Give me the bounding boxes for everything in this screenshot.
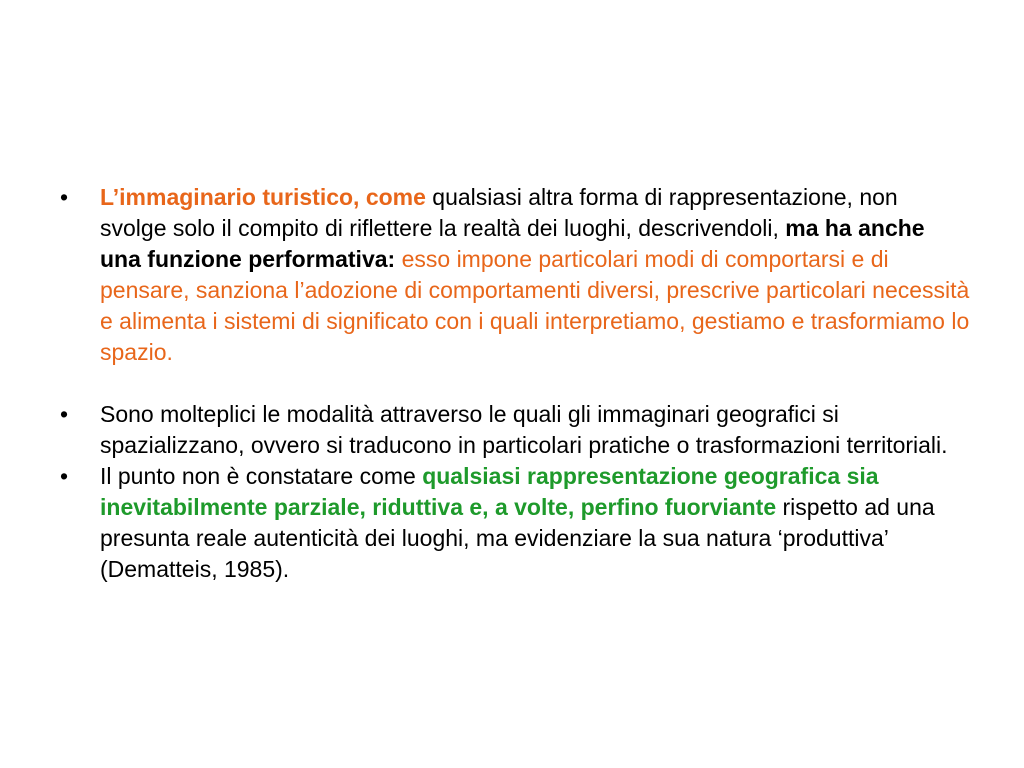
body-text: Sono molteplici le modalità attraverso le quali gli immaginari geografici si spazializzano, ovvero si traducono in particolari pratiche o trasformazioni territoriali. [100, 401, 948, 458]
bullet-item-punto [60, 461, 970, 585]
bullet-icon: • [60, 184, 69, 210]
bullet-item-immaginario-turistico [60, 182, 970, 368]
bullet-icon: • [60, 463, 69, 489]
highlight-bold: ma ha anche una funzione performativa: [100, 215, 925, 272]
highlight-orange-bold: L’immaginario turistico, come [100, 184, 426, 210]
bullet-list [60, 182, 970, 585]
bullet-item-modalita [60, 399, 970, 461]
bullet-icon: • [60, 401, 69, 427]
body-text: qualsiasi altra forma di rappresentazione, non svolge solo il compito di riflettere la realtà dei luoghi, descrivendoli, [100, 184, 898, 241]
body-text: Il punto non è constatare come [100, 463, 423, 489]
highlight-green-bold: qualsiasi rappresentazione geografica sia inevitabilmente parziale, riduttiva e, a volte, perfino fuorviante [100, 463, 879, 520]
highlight-orange: esso impone particolari modi di comportarsi e di pensare, sanziona l’adozione di comportamenti diversi, prescrive particolari necessità e alimenta i sistemi di significato con i quali interpretiamo, gestiamo e trasformiamo lo spazio. [100, 246, 970, 365]
body-text: rispetto ad una presunta reale autenticità dei luoghi, ma evidenziare la sua natura ‘produttiva’ (Dematteis, 1985). [100, 494, 935, 582]
